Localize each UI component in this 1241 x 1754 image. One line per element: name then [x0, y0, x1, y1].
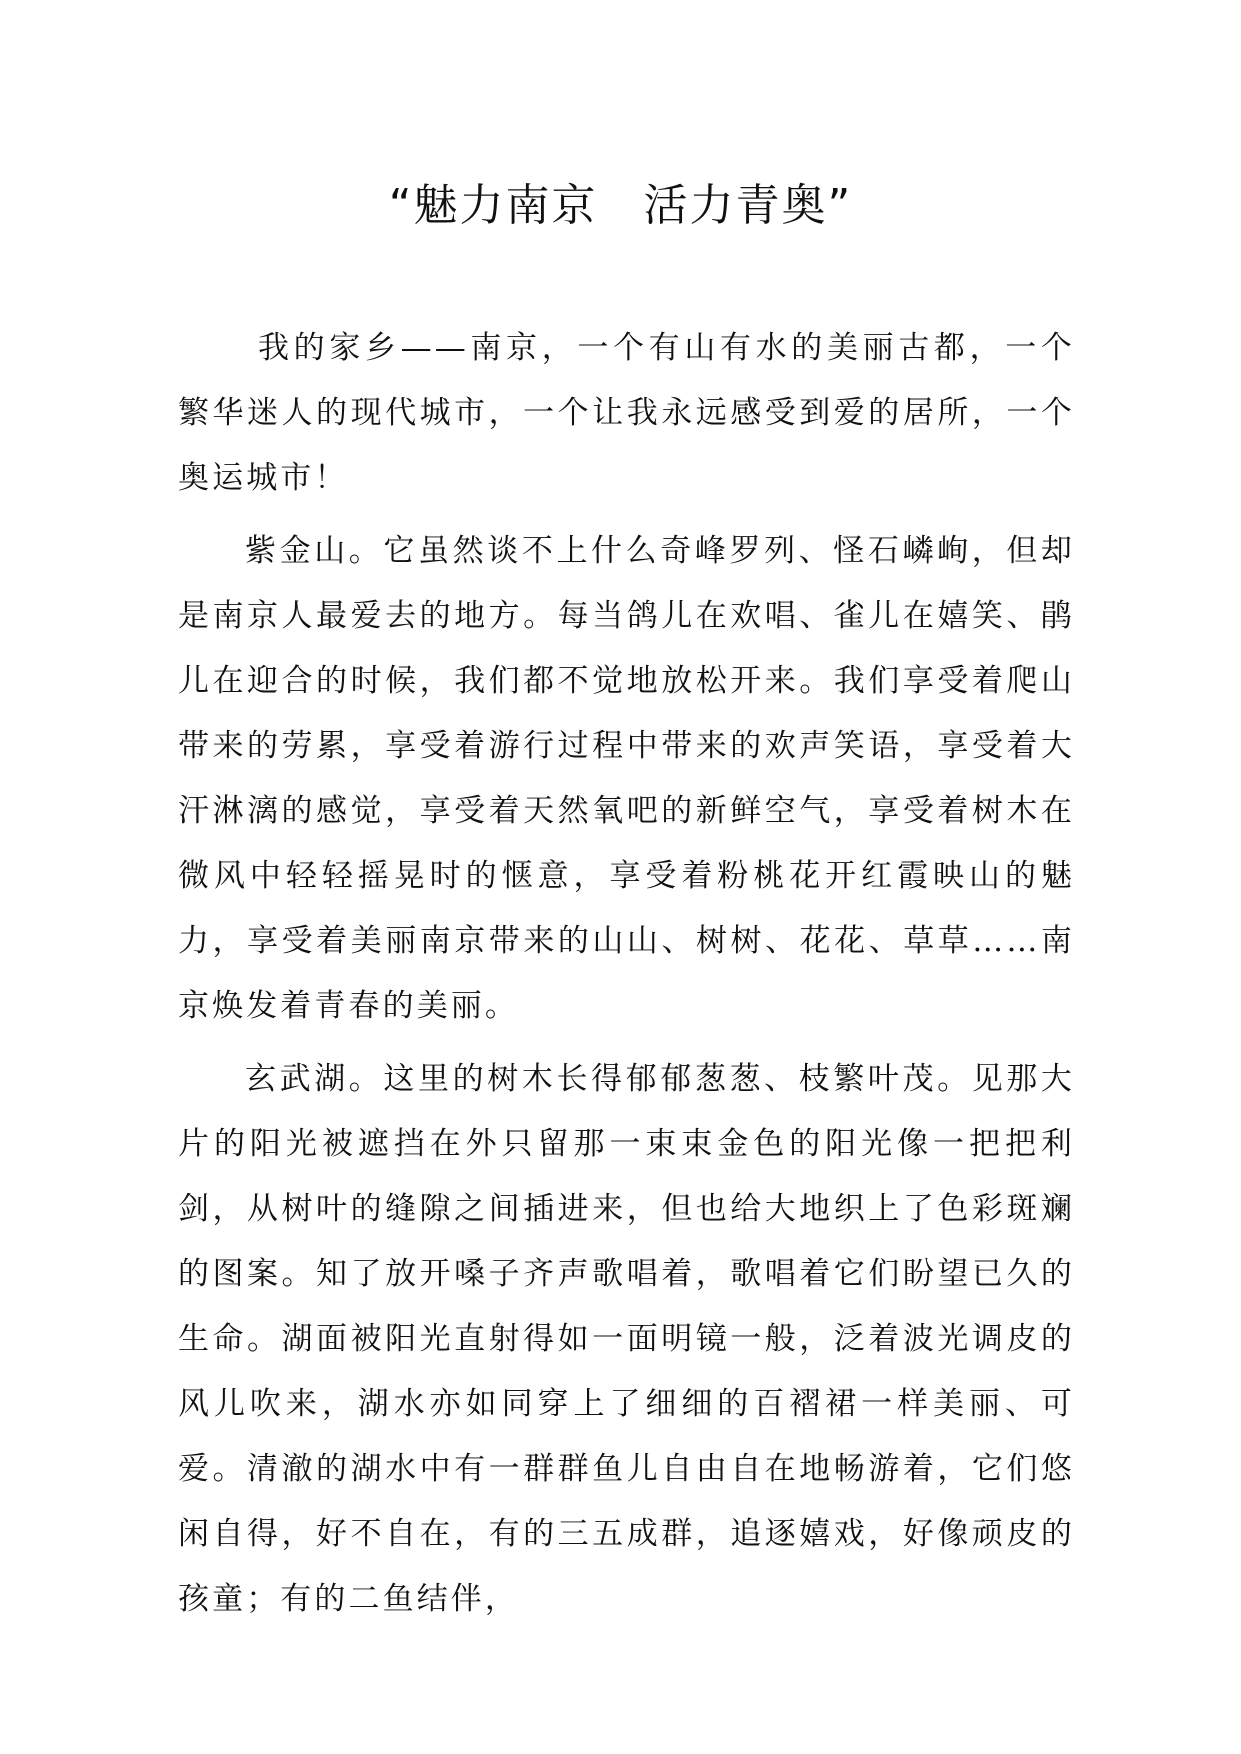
paragraph-xuanwuhu [178, 1047, 1075, 1632]
document-body [178, 316, 1075, 1640]
document-title: “魅力南京 活力青奥” [388, 180, 853, 231]
paragraph-intro-text: 我的家乡——南京，一个有山有水的美丽古都，一个繁华迷人的现代城市，一个让我永远感受到爱的居所，一个奥运城市！ [178, 330, 1075, 496]
paragraph-xuanwuhu-text: 这里的树木长得郁郁葱葱、枝繁叶茂。见那大片的阳光被遮挡在外只留那一束束金色的阳光像一把把利剑，从树叶的缝隙之间插进来，但也给大地织上了色彩斑斓的图案。知了放开嗓子齐声歌唱着，歌唱着它们盼望已久的生命。湖面被阳光直射得如一面明镜一般，泛着波光调皮的风儿吹来，湖水亦如同穿上了细细的百褶裙一样美丽、可爱。清澈的湖水中有一群群鱼儿自由自在地畅游着，它们悠闲自得，好不自在，有的三五成群，追逐嬉戏，好像顽皮的孩童；有的二鱼结伴， [178, 1061, 1075, 1617]
paragraph-xuanwuhu-heading: 玄武湖。 [245, 1061, 384, 1097]
paragraph-zijinshan [178, 519, 1075, 1039]
paragraph-intro [178, 316, 1075, 511]
paragraph-zijinshan-heading: 紫金山。 [245, 533, 384, 569]
paragraph-zijinshan-text: 它虽然谈不上什么奇峰罗列、怪石嶙峋，但却是南京人最爱去的地方。每当鸽儿在欢唱、雀儿在嬉笑、鹃儿在迎合的时候，我们都不觉地放松开来。我们享受着爬山带来的劳累，享受着游行过程中带来的欢声笑语，享受着大汗淋漓的感觉，享受着天然氧吧的新鲜空气，享受着树木在微风中轻轻摇晃时的惬意，享受着粉桃花开红霞映山的魅力，享受着美丽南京带来的山山、树树、花花、草草……南京焕发着青春的美丽。 [178, 533, 1075, 1024]
